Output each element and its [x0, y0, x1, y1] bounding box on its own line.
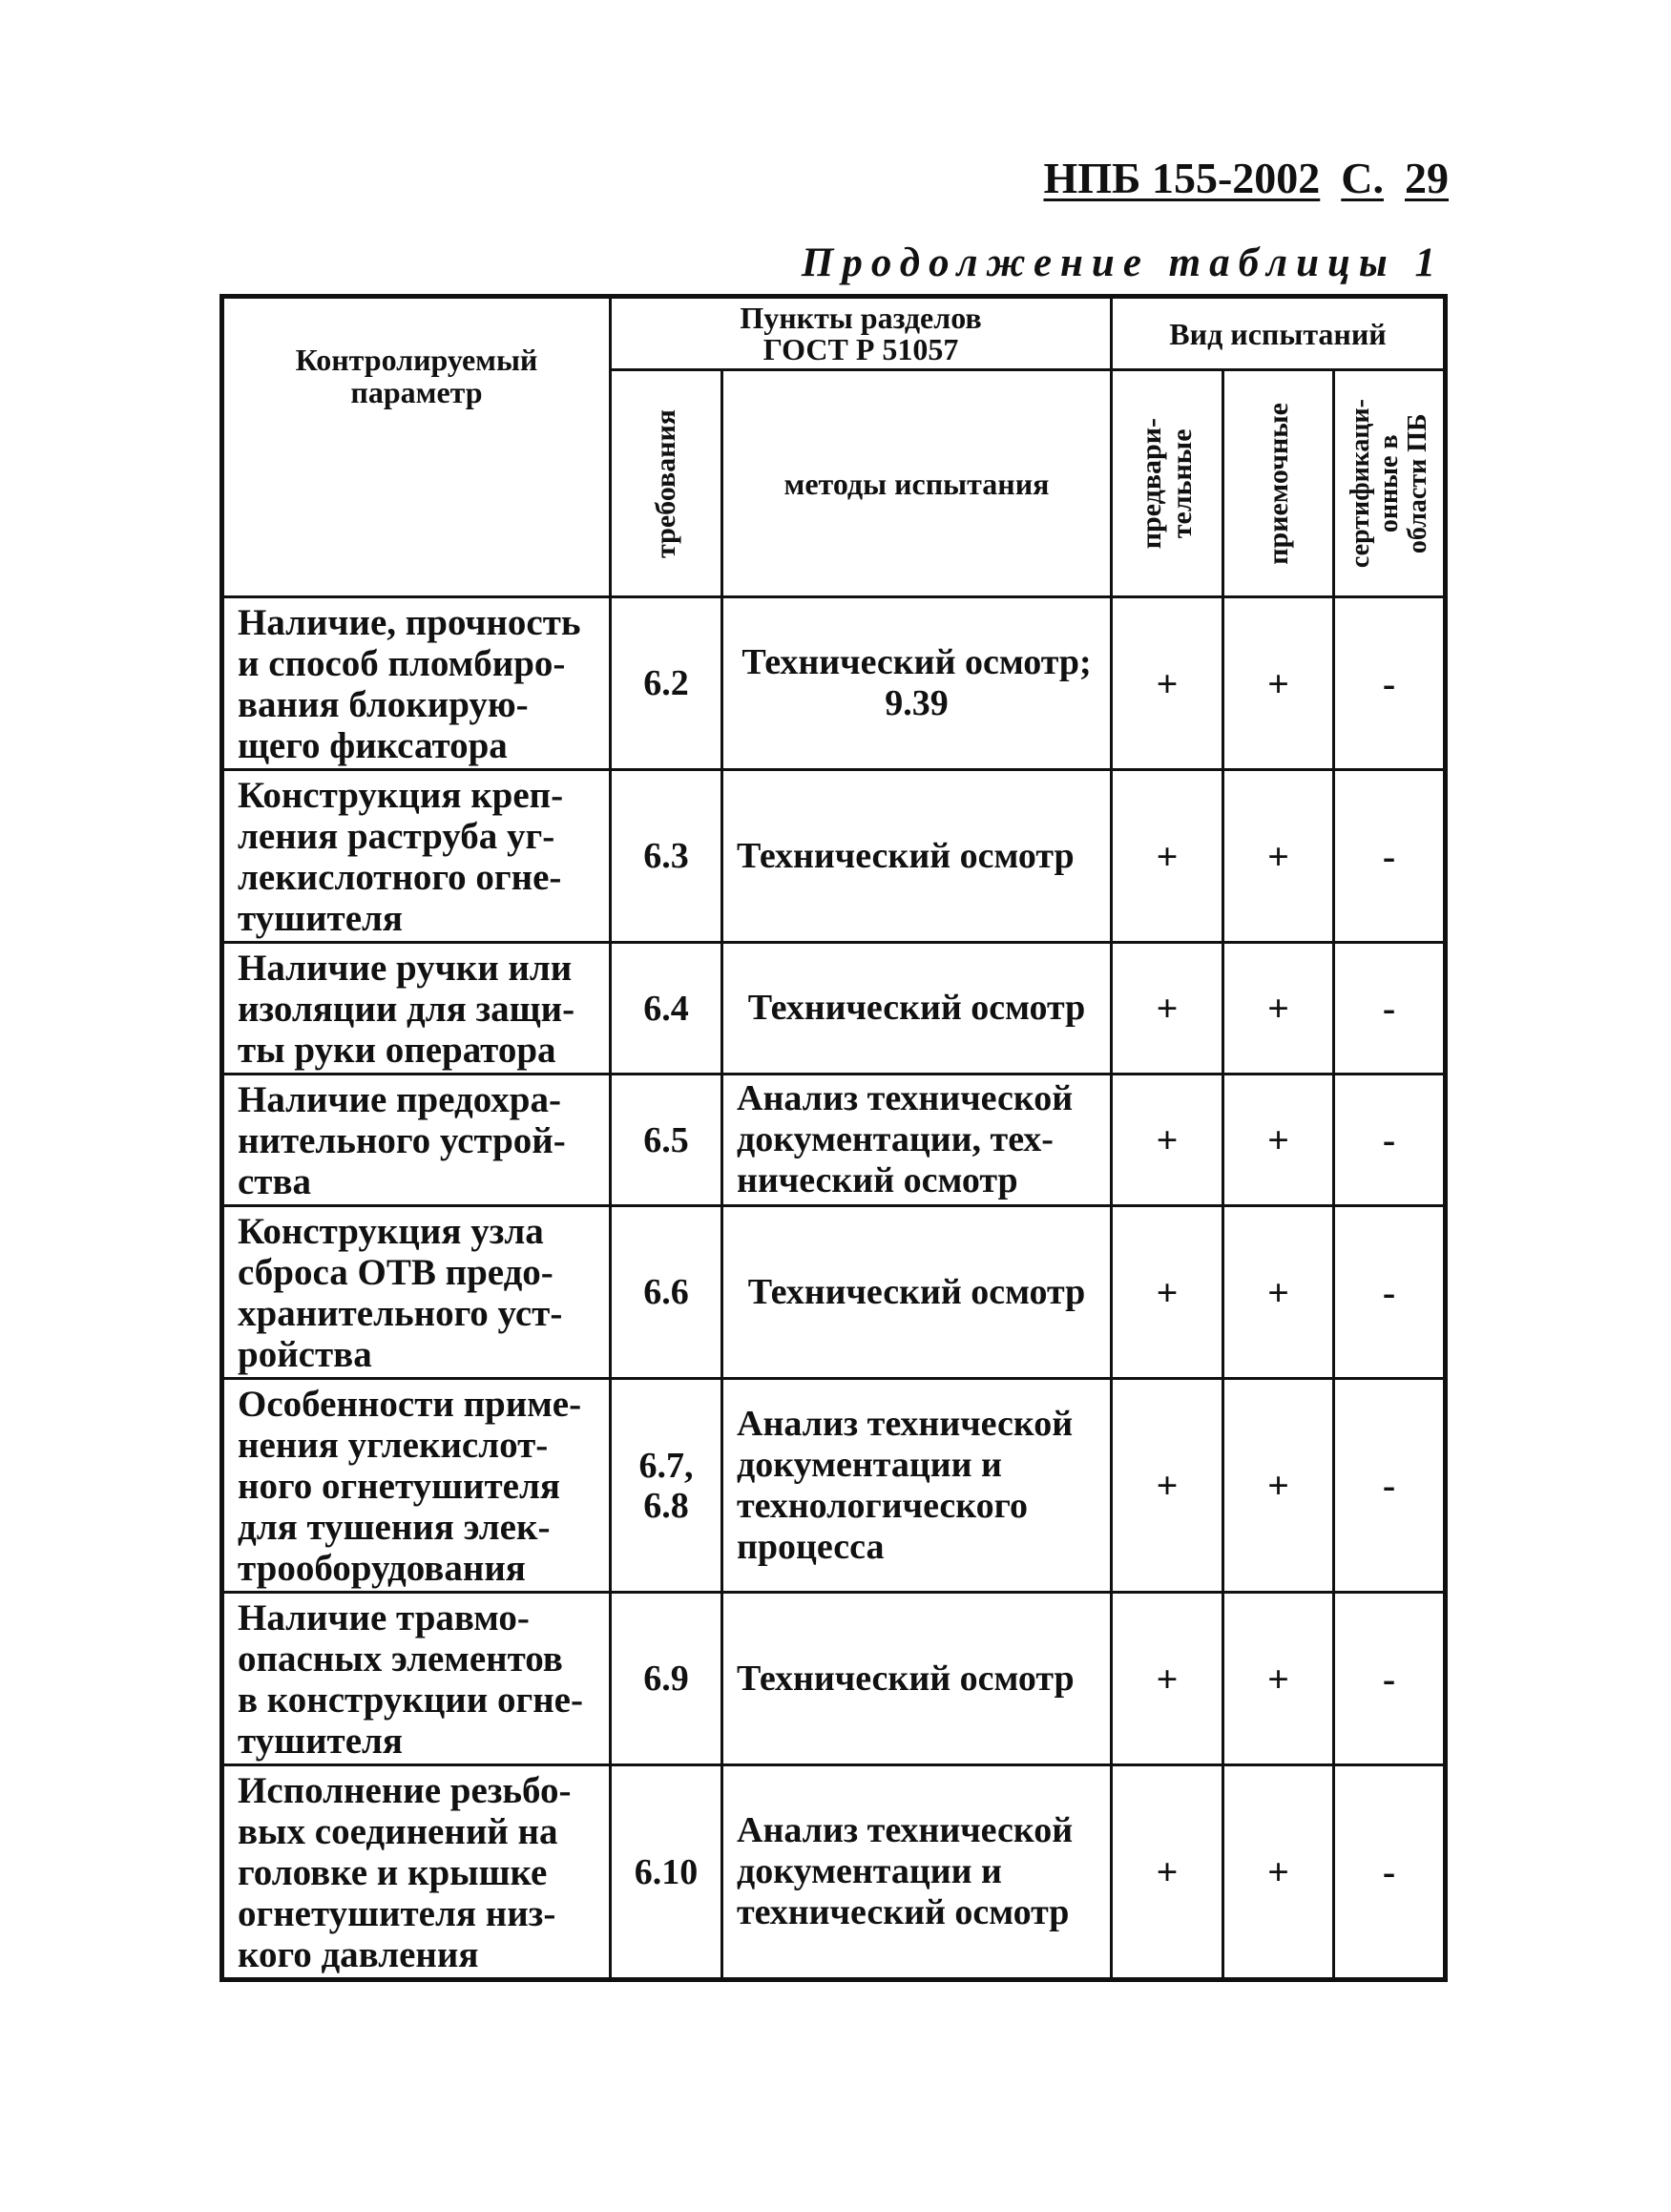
table-row [222, 943, 1446, 1075]
requirement-cell: 6.4 [611, 943, 722, 1075]
table-row [222, 1593, 1446, 1765]
requirement-cell: 6.3 [611, 770, 722, 943]
param-cell: Конструкция узла сброса ОТВ предо- хранительного уст- ройства [222, 1206, 611, 1379]
header-row-1 [222, 297, 1446, 370]
param-cell: Исполнение резьбо- вых соединений на головке и крышке огнетушителя низ- кого давления [222, 1765, 611, 1980]
acceptance-mark: + [1223, 1206, 1334, 1379]
param-cell: Наличие предохра- нительного устрой- ства [222, 1075, 611, 1206]
method-cell: Технический осмотр [722, 770, 1112, 943]
method-cell: Технический осмотр [722, 943, 1112, 1075]
param-cell: Наличие, прочность и способ пломбиро- вания блокирую- щего фиксатора [222, 597, 611, 770]
header-test-methods: методы испытания [722, 370, 1112, 597]
param-cell: Наличие ручки или изоляции для защи- ты руки оператора [222, 943, 611, 1075]
certification-mark: - [1334, 1765, 1446, 1980]
page-number: 29 [1405, 154, 1449, 202]
certification-mark: - [1334, 1206, 1446, 1379]
acceptance-mark: + [1223, 1075, 1334, 1206]
acceptance-mark: + [1223, 943, 1334, 1075]
table-row [222, 1206, 1446, 1379]
acceptance-mark: + [1223, 1379, 1334, 1593]
preliminary-mark: + [1112, 770, 1223, 943]
method-cell: Анализ технической документации и технологического процесса [722, 1379, 1112, 1593]
document-header [1043, 153, 1449, 203]
requirement-cell: 6.7, 6.8 [611, 1379, 722, 1593]
certification-mark: - [1334, 1075, 1446, 1206]
header-acceptance: приемочные [1262, 402, 1294, 565]
param-cell: Конструкция креп- ления раструба уг- лекислотного огне- тушителя [222, 770, 611, 943]
header-certification: сертификаци- онные в области ПБ [1345, 398, 1432, 569]
page-label: С. [1341, 154, 1384, 202]
requirement-cell: 6.2 [611, 597, 722, 770]
header-acceptance-cell [1223, 370, 1334, 597]
method-cell: Технический осмотр [722, 1206, 1112, 1379]
table-row [222, 770, 1446, 943]
certification-mark: - [1334, 770, 1446, 943]
table-caption: Продолжение таблицы 1 [801, 240, 1444, 285]
certification-mark: - [1334, 597, 1446, 770]
acceptance-mark: + [1223, 770, 1334, 943]
method-cell: Анализ технической документации, тех- нический осмотр [722, 1075, 1112, 1206]
header-sections-group: Пункты разделов ГОСТ Р 51057 [611, 297, 1112, 370]
header-certification-cell [1334, 370, 1446, 597]
preliminary-mark: + [1112, 1075, 1223, 1206]
method-cell: Технический осмотр [722, 1593, 1112, 1765]
requirement-cell: 6.10 [611, 1765, 722, 1980]
preliminary-mark: + [1112, 943, 1223, 1075]
requirement-cell: 6.6 [611, 1206, 722, 1379]
requirement-cell: 6.9 [611, 1593, 722, 1765]
certification-mark: - [1334, 943, 1446, 1075]
acceptance-mark: + [1223, 1765, 1334, 1980]
preliminary-mark: + [1112, 1765, 1223, 1980]
doc-code: НПБ 155-2002 [1043, 154, 1321, 202]
header-preliminary: предвари- тельные [1136, 417, 1198, 550]
inspection-table [219, 294, 1448, 1982]
param-cell: Особенности приме- нения углекислот- ного огнетушителя для тушения элек- трооборудования [222, 1379, 611, 1593]
table-row [222, 597, 1446, 770]
acceptance-mark: + [1223, 1593, 1334, 1765]
preliminary-mark: + [1112, 1593, 1223, 1765]
header-param: Контролируемый параметр [222, 297, 611, 597]
header-test-type-group: Вид испытаний [1112, 297, 1446, 370]
certification-mark: - [1334, 1379, 1446, 1593]
acceptance-mark: + [1223, 597, 1334, 770]
header-requirements: требования [650, 408, 681, 558]
method-cell: Анализ технической документации и технический осмотр [722, 1765, 1112, 1980]
requirement-cell: 6.5 [611, 1075, 722, 1206]
method-cell: Технический осмотр; 9.39 [722, 597, 1112, 770]
preliminary-mark: + [1112, 1206, 1223, 1379]
certification-mark: - [1334, 1593, 1446, 1765]
table-row [222, 1379, 1446, 1593]
table-row [222, 1075, 1446, 1206]
header-requirements-cell [611, 370, 722, 597]
preliminary-mark: + [1112, 1379, 1223, 1593]
preliminary-mark: + [1112, 597, 1223, 770]
param-cell: Наличие травмо- опасных элементов в конструкции огне- тушителя [222, 1593, 611, 1765]
table-row [222, 1765, 1446, 1980]
header-preliminary-cell [1112, 370, 1223, 597]
